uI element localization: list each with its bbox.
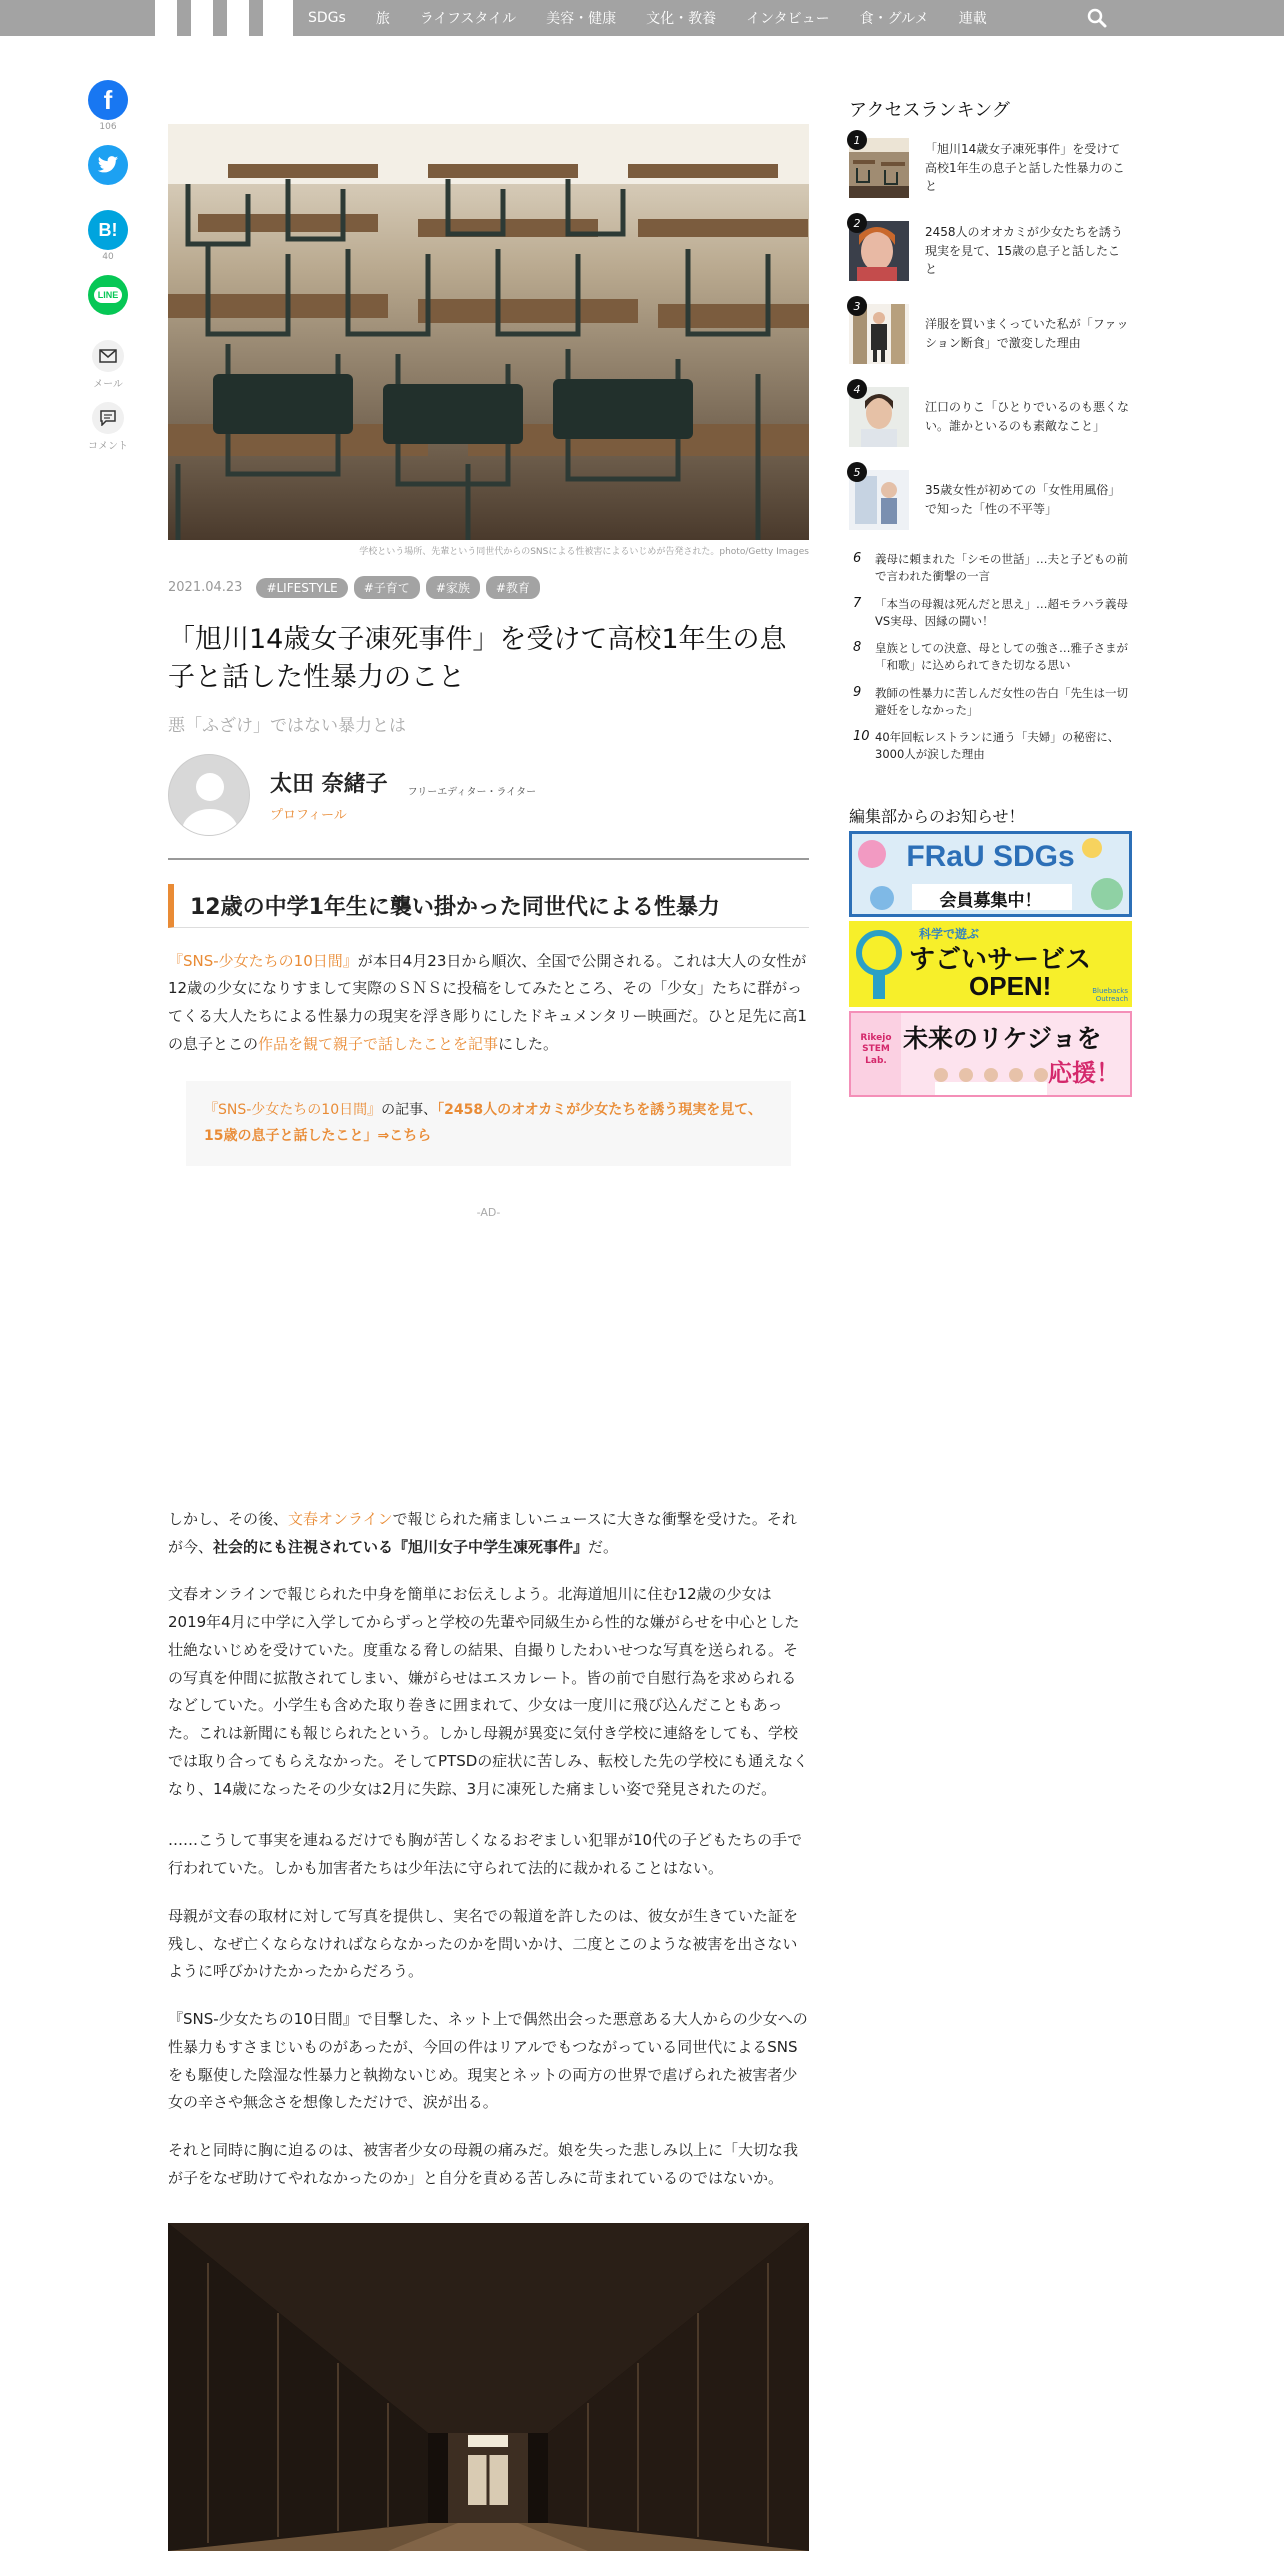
callout-article-link[interactable]: 「2458人のオオカミが少女たちを誘う現実を見て、15歳の息子と話したこと」⇒こちら	[204, 1101, 762, 1145]
ranking-list	[849, 133, 1132, 532]
nav-item-series[interactable]: 連載	[958, 11, 987, 27]
notice-title: 編集部からのお知らせ！	[849, 806, 1025, 826]
paragraph-6: 『SNS-少女たちの10日間』で目撃した、ネット上で偶然出会った悪意ある大人からの少女への性暴力もすさまじいものがあったが、今回の件はリアルでもつながっている同世代によるSNSをも駆使した陰湿な性暴力と執拗ないじめ。現実とネットの両方の世界で虐げられた被害者少女の辛さや無念さを想像しただけで、涙が出る。	[168, 2010, 808, 2112]
ranking-item-10[interactable]	[849, 729, 1132, 764]
hero-image-classroom	[168, 124, 809, 540]
hatena-count: 40	[102, 252, 114, 262]
facebook-icon[interactable]: f	[88, 80, 128, 120]
ranking-item-title[interactable]: 洋服を買いまくっていた私が「ファッション断食」で激変した理由	[925, 317, 1129, 350]
paragraph-2	[168, 1506, 809, 1562]
ranking-item-title[interactable]: 40年回転レストランに通う「夫婦」の秘密に、3000人が涙した理由	[875, 730, 1120, 762]
callout-text: の記事、	[381, 1101, 438, 1118]
banner3-brand: Rikejo STEM Lab.	[860, 1032, 892, 1066]
rank-number: 4	[847, 379, 867, 399]
rank-number: 5	[847, 462, 867, 482]
share-comment[interactable]	[86, 402, 130, 452]
ranking-item-title[interactable]: 皇族としての決意、母としての強さ…雅子さまが「和歌」に込められてきた切なる思い	[875, 641, 1128, 673]
line-icon[interactable]	[88, 275, 128, 315]
section-heading: 12歳の中学1年生に襲い掛かった同世代による性暴力	[168, 884, 809, 928]
paragraph-4: ……こうして事実を連ねるだけでも胸が苦しくなるおぞましい犯罪が10代の子どもたちの手で行われていた。しかも加害者たちは少年法に守られて法的に裁かれることはない。	[168, 1831, 803, 1878]
mail-label: メール	[93, 379, 123, 390]
banner-rikejo[interactable]	[849, 1011, 1132, 1097]
article-title: 「旭川14歳女子凍死事件」を受けて高校1年生の息子と話した性暴力のこと	[168, 624, 787, 693]
ranking-item-title[interactable]: 「旭川14歳女子凍死事件」を受けて高校1年生の息子と話した性暴力のこと	[925, 142, 1125, 194]
ranking-more-list	[849, 551, 1132, 764]
banner2-open: OPEN!	[969, 970, 1052, 1001]
rank-number: 6	[853, 551, 862, 566]
tag-lifestyle[interactable]: #LIFESTYLE	[256, 578, 347, 598]
ranking-title: アクセスランキング	[849, 100, 1010, 121]
bunshun-link[interactable]: 文春オンライン	[288, 1509, 393, 1528]
ranking-item-title[interactable]: 「本当の母親は死んだと思え」…超モラハラ義母VS実母、因縁の闘い！	[875, 596, 1128, 628]
author-block	[168, 754, 809, 860]
callout-film-link[interactable]: 『SNS-少女たちの10日間』	[204, 1101, 382, 1118]
banner1-subtitle: 会員募集中！	[939, 890, 1042, 911]
ranking-item-2[interactable]	[849, 216, 1132, 283]
ranking-item-9[interactable]	[849, 685, 1132, 720]
site-logo[interactable]	[155, 0, 293, 36]
mail-icon[interactable]	[92, 340, 124, 372]
banner3-subtitle: 応援！	[1048, 1058, 1120, 1087]
author-role: フリーエディター・ライター	[407, 786, 537, 798]
share-mail[interactable]	[86, 340, 130, 390]
tag-parenting[interactable]: #子育て	[354, 576, 420, 599]
rank-number: 10	[853, 729, 870, 744]
nav-item-gourmet[interactable]: 食・グルメ	[859, 11, 929, 27]
sidebar	[849, 96, 1132, 1097]
paragraph-1	[168, 948, 809, 1059]
author-name: 太田 奈緒子	[270, 771, 388, 797]
previous-article-link[interactable]: 作品を観て親子で話したことを記事	[258, 1034, 499, 1053]
comment-icon[interactable]	[92, 402, 124, 434]
ranking-item-5[interactable]	[849, 465, 1132, 532]
nav-item-lifestyle[interactable]: ライフスタイル	[419, 11, 517, 27]
nav-item-beauty[interactable]: 美容・健康	[546, 11, 617, 27]
share-column	[86, 80, 130, 464]
line-label: LINE	[94, 287, 123, 303]
banner1-title: FRaU SDGs	[906, 839, 1075, 873]
hero-caption: 学校という場所、先輩という同世代からのSNSによる性被害によるいじめが告発された。photo/Getty Images	[359, 547, 809, 557]
share-line[interactable]	[86, 275, 130, 328]
related-article-callout	[186, 1081, 791, 1166]
paragraph-2-mid: で報じられた痛ましいニュースに大きな衝撃を受けた。それが今、	[168, 1509, 797, 1556]
rank-number: 3	[847, 296, 867, 316]
paragraph-1-text: が本日4月23日から順次、全国で公開される。これは大人の女性が12歳の少女になりすまして実際のＳＮＳに投稿をしてみたところ、その「少女」たちに群がってくる大人たちによる性暴力の現実を浮き彫りにしたドキュメンタリー映画だ。ひと足先に高1の息子とこの	[168, 951, 807, 1053]
rank-number: 7	[853, 595, 862, 611]
paragraph-7: それと同時に胸に迫るのは、被害者少女の母親の痛みだ。娘を失った悲しみ以上に「大切な我が子をなぜ助けてやれなかったのか」と自分を責める苦しみに苛まれているのではないか。	[168, 2141, 799, 2187]
banner-frau-sdgs[interactable]	[849, 831, 1132, 917]
ranking-item-title[interactable]: 35歳女性が初めての「女性用風俗」で知った「性の不平等」	[925, 483, 1121, 516]
ranking-item-8[interactable]	[849, 640, 1132, 675]
author-profile-link[interactable]: プロフィール	[270, 807, 347, 823]
film-link[interactable]: 『SNS-少女たちの10日間』	[168, 951, 358, 970]
notice-section	[849, 804, 1132, 1097]
share-facebook[interactable]	[86, 80, 130, 133]
nav-item-travel[interactable]: 旅	[375, 11, 390, 27]
paragraph-1-end: にした。	[498, 1034, 559, 1053]
ranking-item-3[interactable]	[849, 299, 1132, 366]
ranking-item-title[interactable]: 江口のりこ「ひとりでいるのも悪くない。誰かといるのも素敵なこと」	[925, 400, 1130, 433]
ad-slot: -AD-	[476, 1205, 501, 1219]
ranking-item-title[interactable]: 義母に頼まれた「シモの世話」…夫と子どもの前で言われた衝撃の一言	[875, 552, 1128, 584]
nav-links	[293, 0, 1002, 36]
tag-family[interactable]: #家族	[426, 576, 480, 599]
share-twitter[interactable]	[86, 145, 130, 198]
paragraph-2-text: しかし、その後、	[168, 1509, 289, 1528]
rank-number: 1	[847, 130, 867, 150]
nav-item-sdgs[interactable]: SDGs	[308, 10, 346, 26]
avatar[interactable]	[168, 754, 250, 836]
hatena-bookmark-icon[interactable]: B!	[88, 210, 128, 250]
banner2-title: すごいサービス	[909, 944, 1092, 975]
article-subtitle: 悪「ふざけ」ではない暴力とは	[168, 715, 406, 736]
article-meta	[168, 576, 809, 599]
nav-item-interview[interactable]: インタビュー	[746, 11, 830, 27]
top-navigation	[0, 0, 1284, 36]
hallway-image	[168, 2223, 809, 2551]
banner-bluebacks[interactable]	[849, 921, 1132, 1007]
paragraph-5: 母親が文春の取材に対して写真を提供し、実名での報道を許したのは、彼女が生きていた証を残し、なぜ亡くならなければならなかったのかを問いかけ、二度とこのような被害を出さないように呼びかけたかったからだろう。	[168, 1906, 799, 1981]
nav-item-culture[interactable]: 文化・教養	[646, 11, 717, 27]
tag-education[interactable]: #教育	[486, 576, 540, 599]
ranking-item-4[interactable]	[849, 382, 1132, 449]
article	[168, 124, 809, 2551]
paragraph-3: 文春オンラインで報じられた中身を簡単にお伝えしよう。北海道旭川に住む12歳の少女は2019年4月に中学に入学してからずっと学校の先輩や同級生から性的な嫌がらせを中心とした壮絶ないじめを受けていた。度重なる脅しの結果、自撮りしたわいせつな写真を送られる。その写真を仲間に拡散されてしまい、嫌がらせはエスカレート。皆の前で自慰行為を求められるなどしていた。小学生も含めた取り巻きに囲まれて、少女は一度川に飛び込んだこともあった。これは新聞にも報じられたという。しかし母親が異変に気付き学校に連絡をしても、学校では取り合ってもらえなかった。そしてPTSDの症状に苦しみ、転校した先の学校にも通えなくなり、14歳になったその少女は2月に失踪、3月に凍死した痛ましい姿で発見されたのだ。	[168, 1585, 809, 1798]
rank-number: 8	[853, 640, 862, 655]
paragraph-2-end: だ。	[588, 1537, 619, 1556]
rank-number: 2	[847, 213, 867, 233]
twitter-icon[interactable]	[88, 145, 128, 185]
ranking-item-1[interactable]	[849, 133, 1132, 200]
facebook-count: 106	[99, 122, 117, 132]
share-hatena[interactable]	[86, 210, 130, 263]
paragraph-2-bold: 社会的にも注視されている『旭川女子中学生凍死事件』	[213, 1537, 589, 1556]
rank-number: 9	[853, 684, 862, 700]
banner2-brand: Bluebacks Outreach	[1092, 986, 1128, 1003]
comment-label: コメント	[88, 441, 128, 452]
banner3-title: 未来のリケジョを	[903, 1023, 1102, 1053]
publish-date: 2021.04.23	[168, 580, 243, 595]
ranking-item-7[interactable]	[849, 596, 1132, 631]
search-icon[interactable]	[1085, 6, 1109, 30]
ranking-item-title[interactable]: 教師の性暴力に苦しんだ女性の告白「先生は一切避妊をしなかった」	[875, 685, 1128, 717]
ranking-item-6[interactable]	[849, 551, 1132, 586]
ranking-item-title[interactable]: 2458人のオオカミが少女たちを誘う現実を見て、15歳の息子と話したこと	[925, 225, 1123, 277]
banner2-small: 科学で遊ぶ	[919, 926, 980, 941]
